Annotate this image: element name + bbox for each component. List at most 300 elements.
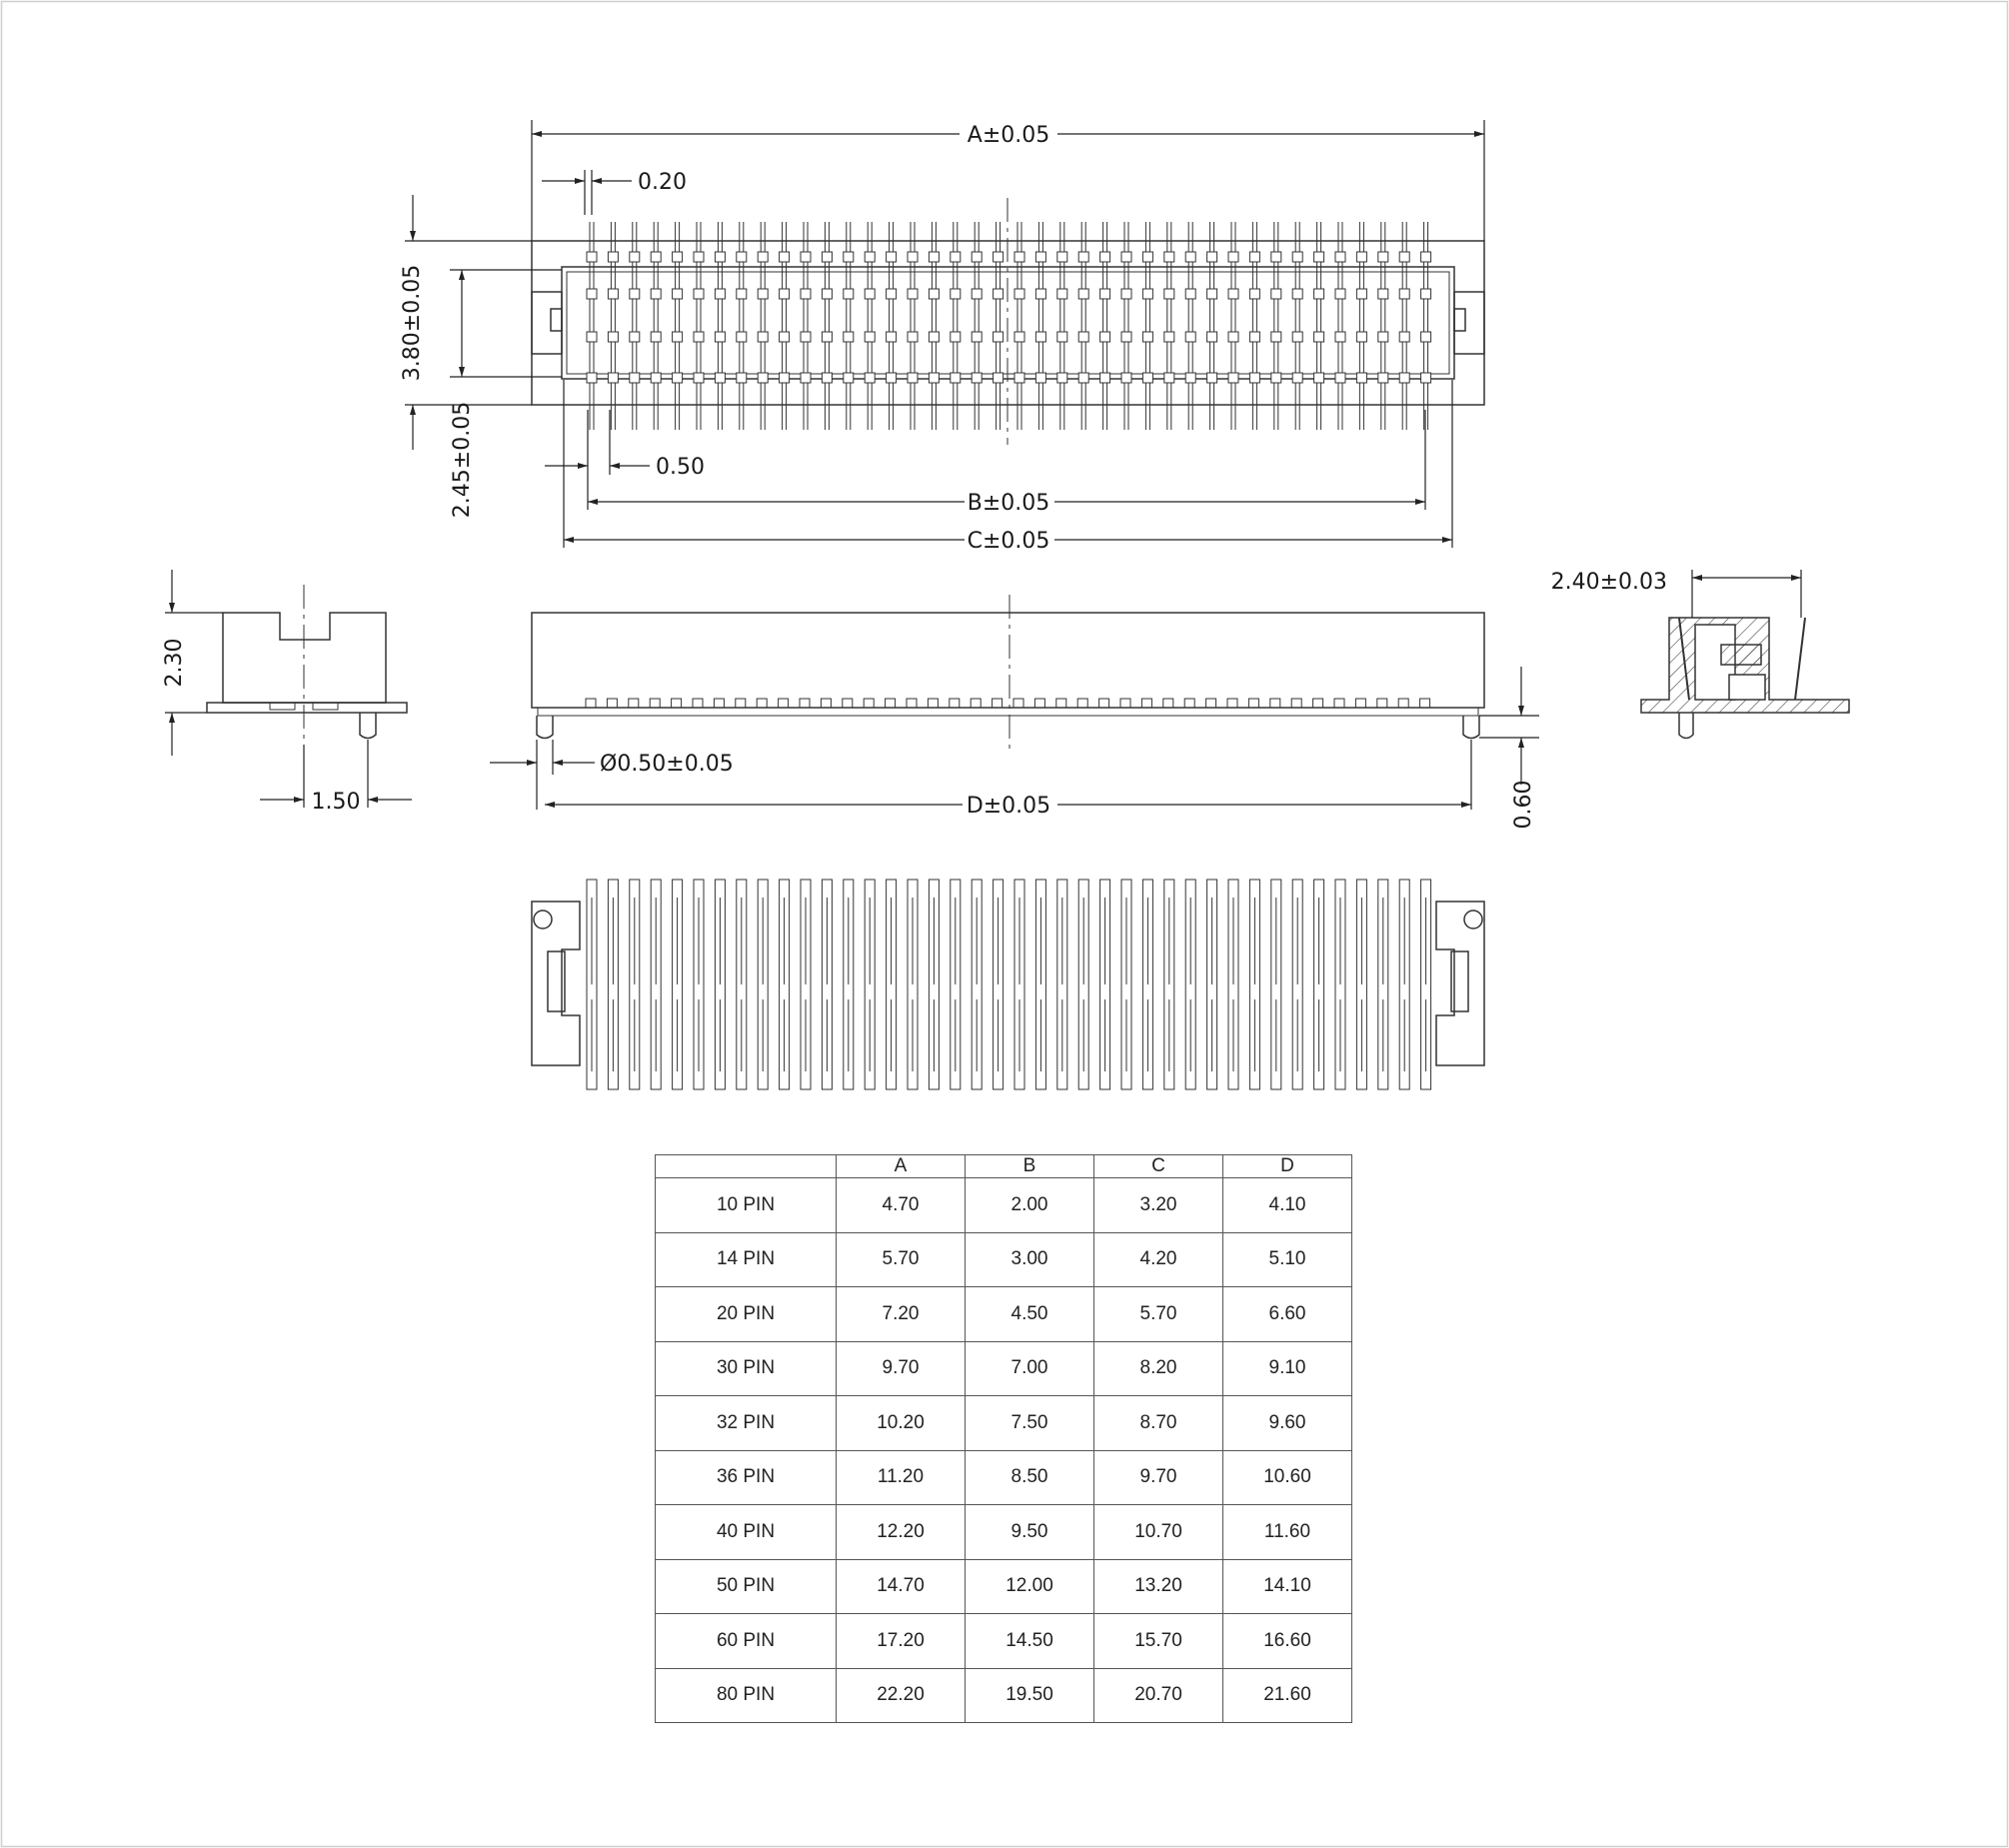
top-pin-pad bbox=[630, 252, 640, 262]
top-pin-pad bbox=[822, 289, 832, 299]
top-pin-pad bbox=[1078, 252, 1088, 262]
top-pin-pad bbox=[887, 332, 897, 342]
table-cell: 10.20 bbox=[837, 1396, 966, 1451]
dim-b-label: B±0.05 bbox=[967, 491, 1050, 516]
front-pin-tip bbox=[757, 699, 767, 708]
top-pin-pad bbox=[951, 373, 961, 383]
table-header-cell: A bbox=[837, 1155, 966, 1178]
top-pin-pad bbox=[801, 289, 811, 299]
bottom-view bbox=[532, 880, 1484, 1089]
table-cell: 20.70 bbox=[1094, 1668, 1223, 1723]
top-pin-pad bbox=[1142, 252, 1152, 262]
top-pin-pad bbox=[1228, 289, 1238, 299]
bottom-view-right-end bbox=[1436, 902, 1484, 1065]
table-cell: 11.20 bbox=[837, 1450, 966, 1505]
table-header-cell: B bbox=[966, 1155, 1094, 1178]
front-pin-tip bbox=[1077, 699, 1087, 708]
table-cell: 16.60 bbox=[1223, 1614, 1352, 1669]
dim-side-width-label: 2.40±0.03 bbox=[1550, 570, 1667, 595]
top-pin-pad bbox=[1121, 289, 1131, 299]
top-pin-pad bbox=[1378, 373, 1388, 383]
top-pin-pad bbox=[1164, 289, 1174, 299]
top-pin-pad bbox=[822, 332, 832, 342]
top-pin-pad bbox=[1057, 373, 1067, 383]
side-view-post bbox=[1679, 713, 1693, 739]
table-cell: 21.60 bbox=[1223, 1668, 1352, 1723]
front-pin-tip bbox=[843, 699, 853, 708]
front-pin-tip bbox=[1420, 699, 1430, 708]
table-cell: 4.10 bbox=[1223, 1178, 1352, 1233]
top-pin-pad bbox=[1014, 289, 1024, 299]
table-cell: 5.70 bbox=[837, 1232, 966, 1287]
dim-pitch bbox=[545, 410, 650, 510]
top-pin-pad bbox=[1421, 332, 1431, 342]
top-pin-pad bbox=[694, 373, 704, 383]
table-cell: 5.70 bbox=[1094, 1287, 1223, 1342]
top-pin-pad bbox=[1185, 373, 1195, 383]
top-pin-pad bbox=[929, 289, 939, 299]
top-pin-pad bbox=[994, 373, 1004, 383]
front-pin-tip bbox=[1163, 699, 1173, 708]
top-pin-pad bbox=[1271, 289, 1281, 299]
table-row-label: 14 PIN bbox=[656, 1232, 837, 1287]
top-pin-pad bbox=[758, 289, 768, 299]
table-cell: 3.20 bbox=[1094, 1178, 1223, 1233]
front-view bbox=[532, 595, 1484, 750]
top-pin-pad bbox=[1292, 332, 1302, 342]
dim-post-diameter-label: Ø0.50±0.05 bbox=[600, 752, 734, 777]
top-pin-pad bbox=[1249, 252, 1259, 262]
top-pin-pad bbox=[929, 332, 939, 342]
table-row bbox=[656, 1178, 1352, 1233]
top-pin-pad bbox=[1035, 332, 1045, 342]
front-pin-tip bbox=[1334, 699, 1344, 708]
top-pin-pad bbox=[822, 252, 832, 262]
top-pin-pad bbox=[587, 332, 597, 342]
side-view bbox=[1641, 618, 1849, 739]
top-pin-pad bbox=[780, 373, 790, 383]
top-pin-pad bbox=[1185, 332, 1195, 342]
table-cell: 4.20 bbox=[1094, 1232, 1223, 1287]
top-pin-pad bbox=[1014, 252, 1024, 262]
top-pin-pad bbox=[673, 373, 683, 383]
end-view-base bbox=[207, 703, 407, 713]
top-pin-pad bbox=[758, 252, 768, 262]
top-pin-pad bbox=[673, 252, 683, 262]
top-pin-pad bbox=[1356, 332, 1366, 342]
top-pin-pad bbox=[780, 252, 790, 262]
table-cell: 2.00 bbox=[966, 1178, 1094, 1233]
table-row bbox=[656, 1614, 1352, 1669]
top-pin-pad bbox=[1314, 332, 1324, 342]
table-row bbox=[656, 1232, 1352, 1287]
top-pin-pad bbox=[887, 252, 897, 262]
dim-post-length bbox=[1479, 667, 1539, 785]
top-pin-pad bbox=[1314, 252, 1324, 262]
top-pin-pad bbox=[1421, 252, 1431, 262]
end-view-post bbox=[360, 713, 376, 739]
top-pin-pad bbox=[1057, 289, 1067, 299]
top-pin-pad bbox=[1142, 289, 1152, 299]
dim-pin-width bbox=[542, 170, 632, 215]
top-pin-pad bbox=[801, 252, 811, 262]
top-pin-pad bbox=[737, 332, 747, 342]
top-pin-pad bbox=[651, 373, 661, 383]
table-cell: 4.70 bbox=[837, 1178, 966, 1233]
table-row bbox=[656, 1287, 1352, 1342]
front-pin-tip bbox=[1141, 699, 1151, 708]
top-pin-pad bbox=[1335, 373, 1345, 383]
top-pin-pad bbox=[1207, 289, 1217, 299]
side-view-cavity-right bbox=[1729, 675, 1765, 700]
top-pin-pad bbox=[1121, 252, 1131, 262]
table-row-label: 60 PIN bbox=[656, 1614, 837, 1669]
table-row-label: 20 PIN bbox=[656, 1287, 837, 1342]
dim-body-depth bbox=[450, 270, 562, 377]
dim-c-label: C±0.05 bbox=[967, 529, 1050, 554]
table-cell: 14.10 bbox=[1223, 1559, 1352, 1614]
top-pin-pad bbox=[1378, 252, 1388, 262]
front-pin-tip bbox=[1184, 699, 1194, 708]
top-pin-pad bbox=[1314, 373, 1324, 383]
top-pin-pad bbox=[608, 289, 618, 299]
table-cell: 8.20 bbox=[1094, 1341, 1223, 1396]
top-pin-pad bbox=[1356, 289, 1366, 299]
top-pin-pad bbox=[1335, 289, 1345, 299]
top-pin-pad bbox=[1014, 332, 1024, 342]
top-pin-pad bbox=[994, 289, 1004, 299]
front-view-body bbox=[532, 613, 1484, 708]
top-pin-pad bbox=[972, 289, 982, 299]
table-row-label: 40 PIN bbox=[656, 1505, 837, 1560]
front-pin-tip bbox=[971, 699, 981, 708]
top-pin-pad bbox=[630, 332, 640, 342]
top-pin-pad bbox=[1228, 332, 1238, 342]
table-cell: 22.20 bbox=[837, 1668, 966, 1723]
table-header-cell bbox=[656, 1155, 837, 1178]
top-pin-pad bbox=[1249, 289, 1259, 299]
top-pin-pad bbox=[1249, 332, 1259, 342]
top-pin-pad bbox=[587, 289, 597, 299]
front-pin-tip bbox=[1270, 699, 1280, 708]
dim-pad-span-label: 2.45±0.05 bbox=[450, 401, 475, 519]
top-pin-pad bbox=[651, 252, 661, 262]
top-pin-pad bbox=[929, 252, 939, 262]
top-pin-pad bbox=[1014, 373, 1024, 383]
front-pin-tip bbox=[1013, 699, 1023, 708]
top-pin-pad bbox=[1035, 373, 1045, 383]
top-pin-pad bbox=[1314, 289, 1324, 299]
top-pin-pad bbox=[1207, 332, 1217, 342]
front-pin-tip bbox=[779, 699, 789, 708]
front-pin-tip bbox=[1398, 699, 1408, 708]
top-view bbox=[532, 198, 1484, 445]
top-pin-pad bbox=[1399, 289, 1409, 299]
side-view-insert bbox=[1721, 645, 1761, 665]
top-pin-pad bbox=[737, 252, 747, 262]
top-pin-pad bbox=[1292, 289, 1302, 299]
top-pin-pad bbox=[1335, 332, 1345, 342]
table-header-row bbox=[656, 1155, 1352, 1178]
dim-d-label: D±0.05 bbox=[966, 794, 1051, 819]
table-cell: 8.50 bbox=[966, 1450, 1094, 1505]
top-pin-pad bbox=[780, 289, 790, 299]
top-pin-pad bbox=[972, 332, 982, 342]
table-row-label: 10 PIN bbox=[656, 1178, 837, 1233]
front-pin-tip bbox=[650, 699, 660, 708]
top-pin-pad bbox=[972, 252, 982, 262]
table-row-label: 30 PIN bbox=[656, 1341, 837, 1396]
bottom-view-right-hole bbox=[1464, 911, 1482, 928]
top-pin-pad bbox=[1228, 373, 1238, 383]
top-pin-pad bbox=[887, 373, 897, 383]
table-row bbox=[656, 1505, 1352, 1560]
top-pin-pad bbox=[758, 332, 768, 342]
top-pin-pad bbox=[951, 332, 961, 342]
dim-post-length-label: 0.60 bbox=[1511, 780, 1536, 830]
front-pin-tip bbox=[714, 699, 724, 708]
top-pin-pad bbox=[1228, 252, 1238, 262]
top-pin-pad bbox=[908, 332, 918, 342]
top-pin-pad bbox=[1100, 332, 1110, 342]
top-view-left-latch-slot bbox=[551, 309, 562, 331]
table-cell: 7.00 bbox=[966, 1341, 1094, 1396]
top-pin-pad bbox=[1335, 252, 1345, 262]
front-pin-tip bbox=[693, 699, 703, 708]
front-pin-tip bbox=[736, 699, 746, 708]
top-pin-pad bbox=[694, 252, 704, 262]
top-pin-pad bbox=[715, 289, 725, 299]
top-pin-pad bbox=[1271, 332, 1281, 342]
front-pin-tip bbox=[907, 699, 917, 708]
top-pin-pad bbox=[1057, 252, 1067, 262]
top-pin-pad bbox=[951, 252, 961, 262]
front-pin-tip bbox=[1099, 699, 1109, 708]
top-pin-pad bbox=[844, 373, 854, 383]
front-view-left-post bbox=[537, 716, 553, 739]
top-pin-pad bbox=[908, 373, 918, 383]
top-pin-pad bbox=[1399, 252, 1409, 262]
table-cell: 9.70 bbox=[1094, 1450, 1223, 1505]
table-row-label: 50 PIN bbox=[656, 1559, 837, 1614]
top-pin-pad bbox=[1164, 373, 1174, 383]
front-pin-tip bbox=[886, 699, 896, 708]
top-pin-pad bbox=[994, 332, 1004, 342]
table-cell: 10.70 bbox=[1094, 1505, 1223, 1560]
top-pin-pad bbox=[1292, 252, 1302, 262]
top-pin-pad bbox=[694, 289, 704, 299]
top-pin-pad bbox=[844, 332, 854, 342]
top-pin-pad bbox=[1356, 373, 1366, 383]
top-pin-pad bbox=[951, 289, 961, 299]
table-cell: 11.60 bbox=[1223, 1505, 1352, 1560]
top-pin-pad bbox=[694, 332, 704, 342]
top-pin-pad bbox=[1078, 373, 1088, 383]
front-pin-tip bbox=[1377, 699, 1387, 708]
bottom-view-left-end bbox=[532, 902, 580, 1065]
top-pin-pad bbox=[844, 289, 854, 299]
front-view-base bbox=[538, 708, 1478, 716]
front-pin-tip bbox=[993, 699, 1003, 708]
top-pin-pad bbox=[1142, 332, 1152, 342]
top-pin-pad bbox=[1207, 252, 1217, 262]
top-pin-pad bbox=[737, 289, 747, 299]
top-pin-pad bbox=[1035, 252, 1045, 262]
top-pin-pad bbox=[801, 373, 811, 383]
front-pin-tip bbox=[1056, 699, 1066, 708]
top-pin-pad bbox=[1100, 289, 1110, 299]
table-row-label: 80 PIN bbox=[656, 1668, 837, 1723]
table-row bbox=[656, 1341, 1352, 1396]
end-view-contact-left bbox=[270, 703, 295, 710]
table-cell: 9.50 bbox=[966, 1505, 1094, 1560]
top-pin-pad bbox=[1421, 289, 1431, 299]
front-pin-tip bbox=[629, 699, 639, 708]
dim-a-label: A±0.05 bbox=[967, 123, 1050, 148]
top-pin-pad bbox=[1292, 373, 1302, 383]
front-pin-tip bbox=[1248, 699, 1258, 708]
top-pin-pad bbox=[737, 373, 747, 383]
table-cell: 13.20 bbox=[1094, 1559, 1223, 1614]
top-pin-pad bbox=[1271, 373, 1281, 383]
front-pin-tip bbox=[928, 699, 938, 708]
table-cell: 12.20 bbox=[837, 1505, 966, 1560]
table-row bbox=[656, 1559, 1352, 1614]
top-pin-pad bbox=[1035, 289, 1045, 299]
table-row-label: 32 PIN bbox=[656, 1396, 837, 1451]
top-pin-pad bbox=[1164, 332, 1174, 342]
top-pin-pad bbox=[1121, 332, 1131, 342]
top-pin-pad bbox=[844, 252, 854, 262]
front-pin-tip bbox=[1291, 699, 1301, 708]
table-body bbox=[656, 1178, 1352, 1723]
top-pin-pad bbox=[1100, 373, 1110, 383]
front-pin-tip bbox=[821, 699, 831, 708]
top-pin-pad bbox=[715, 373, 725, 383]
table-cell: 4.50 bbox=[966, 1287, 1094, 1342]
table-cell: 14.50 bbox=[966, 1614, 1094, 1669]
front-pin-tip bbox=[586, 699, 596, 708]
top-pin-pad bbox=[608, 373, 618, 383]
top-pin-pad bbox=[908, 289, 918, 299]
top-pin-pad bbox=[587, 252, 597, 262]
table-row-label: 36 PIN bbox=[656, 1450, 837, 1505]
top-pin-pad bbox=[715, 252, 725, 262]
top-pin-pad bbox=[908, 252, 918, 262]
top-pin-pad bbox=[1164, 252, 1174, 262]
dim-pitch-label: 0.50 bbox=[656, 455, 705, 480]
top-pin-pad bbox=[673, 289, 683, 299]
top-pin-pad bbox=[1078, 289, 1088, 299]
end-view-contact-right bbox=[313, 703, 338, 710]
top-pin-pad bbox=[608, 252, 618, 262]
top-view-right-latch-slot bbox=[1454, 309, 1465, 331]
front-pin-tip bbox=[1120, 699, 1130, 708]
top-pin-pad bbox=[865, 373, 875, 383]
front-view-right-post bbox=[1463, 716, 1479, 739]
top-pin-pad bbox=[1100, 252, 1110, 262]
top-pin-pad bbox=[887, 289, 897, 299]
top-pin-pad bbox=[758, 373, 768, 383]
table-cell: 10.60 bbox=[1223, 1450, 1352, 1505]
front-pin-tip bbox=[950, 699, 960, 708]
top-pin-pad bbox=[822, 373, 832, 383]
top-pin-pad bbox=[972, 373, 982, 383]
table-cell: 7.20 bbox=[837, 1287, 966, 1342]
top-pin-pad bbox=[630, 289, 640, 299]
front-pin-tip bbox=[1227, 699, 1237, 708]
table-cell: 6.60 bbox=[1223, 1287, 1352, 1342]
table-cell: 17.20 bbox=[837, 1614, 966, 1669]
front-pin-tip bbox=[1206, 699, 1216, 708]
top-pin-pad bbox=[1378, 289, 1388, 299]
front-view-pins bbox=[586, 699, 1430, 708]
front-pin-tip bbox=[1313, 699, 1323, 708]
front-pin-tip bbox=[800, 699, 810, 708]
dim-side-width bbox=[1692, 570, 1801, 618]
top-pin-pad bbox=[780, 332, 790, 342]
top-pin-pad bbox=[994, 252, 1004, 262]
top-pin-pad bbox=[1142, 373, 1152, 383]
table-cell: 8.70 bbox=[1094, 1396, 1223, 1451]
table-cell: 3.00 bbox=[966, 1232, 1094, 1287]
top-pin-pad bbox=[1078, 332, 1088, 342]
top-pin-pad bbox=[1207, 373, 1217, 383]
front-pin-tip bbox=[1355, 699, 1365, 708]
top-pin-pad bbox=[587, 373, 597, 383]
front-pin-tip bbox=[1034, 699, 1044, 708]
table-cell: 15.70 bbox=[1094, 1614, 1223, 1669]
top-pin-pad bbox=[929, 373, 939, 383]
top-pin-pad bbox=[865, 332, 875, 342]
top-pin-pad bbox=[715, 332, 725, 342]
top-pin-pad bbox=[1249, 373, 1259, 383]
top-pin-pad bbox=[1356, 252, 1366, 262]
top-pin-pad bbox=[801, 332, 811, 342]
dim-height-label: 2.30 bbox=[162, 638, 187, 688]
top-pin-pad bbox=[1399, 373, 1409, 383]
table-cell: 7.50 bbox=[966, 1396, 1094, 1451]
top-pin-pad bbox=[865, 289, 875, 299]
top-pin-pad bbox=[630, 373, 640, 383]
top-pin-pad bbox=[865, 252, 875, 262]
table-cell: 14.70 bbox=[837, 1559, 966, 1614]
table-cell: 5.10 bbox=[1223, 1232, 1352, 1287]
table-cell: 19.50 bbox=[966, 1668, 1094, 1723]
table-row bbox=[656, 1450, 1352, 1505]
table-cell: 9.60 bbox=[1223, 1396, 1352, 1451]
top-pin-pad bbox=[1057, 332, 1067, 342]
dim-pin-width-label: 0.20 bbox=[638, 170, 687, 195]
table-cell: 12.00 bbox=[966, 1559, 1094, 1614]
end-view bbox=[207, 585, 407, 745]
top-pin-pad bbox=[1121, 373, 1131, 383]
table-header-cell: C bbox=[1094, 1155, 1223, 1178]
top-pin-pad bbox=[1378, 332, 1388, 342]
dim-post-offset-label: 1.50 bbox=[311, 790, 361, 815]
top-pin-pad bbox=[1271, 252, 1281, 262]
table-row bbox=[656, 1668, 1352, 1723]
top-pin-pad bbox=[651, 332, 661, 342]
bottom-view-pins bbox=[587, 880, 1431, 1089]
top-view-pins bbox=[587, 222, 1431, 430]
table-cell: 9.10 bbox=[1223, 1341, 1352, 1396]
front-pin-tip bbox=[864, 699, 874, 708]
top-pin-pad bbox=[1399, 332, 1409, 342]
table-cell: 9.70 bbox=[837, 1341, 966, 1396]
top-view-right-latch bbox=[1454, 292, 1484, 354]
front-pin-tip bbox=[607, 699, 617, 708]
